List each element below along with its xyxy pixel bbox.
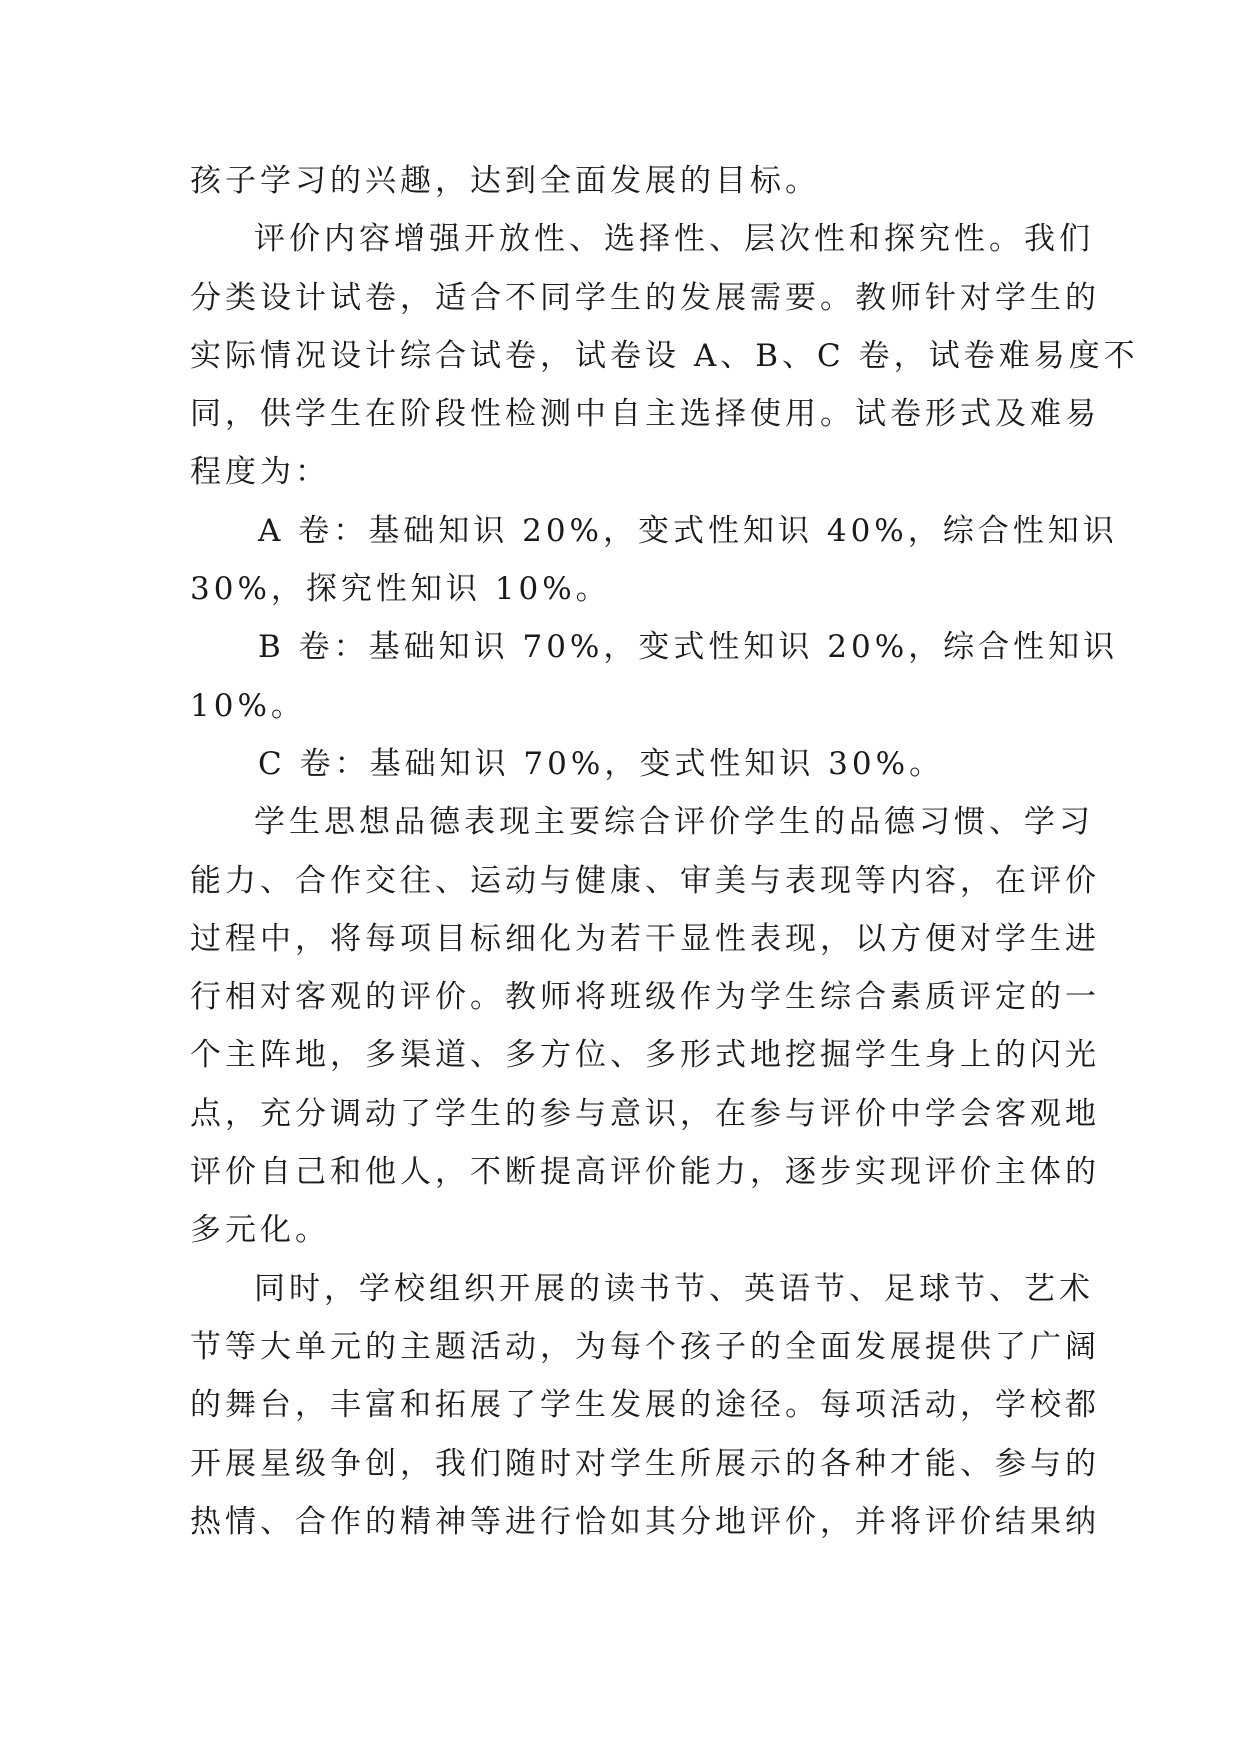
text-line: 的舞台，丰富和拓展了学生发展的途径。每项活动，学校都 xyxy=(190,1387,1100,1424)
text-line: 热情、合作的精神等进行恰如其分地评价，并将评价结果纳 xyxy=(190,1503,1100,1540)
text-line: C 卷：基础知识 70%，变式性知识 30%。 xyxy=(258,745,945,782)
text-line: 开展星级争创，我们随时对学生所展示的各种才能、参与的 xyxy=(190,1445,1100,1482)
text-line: 评价内容增强开放性、选择性、层次性和探究性。我们 xyxy=(254,221,1094,258)
text-line: 评价自己和他人，不断提高评价能力，逐步实现评价主体的 xyxy=(190,1154,1100,1191)
text-line: 学生思想品德表现主要综合评价学生的品德习惯、学习 xyxy=(254,804,1094,841)
text-line: 10%。 xyxy=(190,687,306,724)
text-line: 程度为： xyxy=(190,454,330,491)
text-line: 多元化。 xyxy=(190,1212,330,1249)
text-line: B 卷：基础知识 70%，变式性知识 20%，综合性知识 xyxy=(258,629,1119,666)
text-line: A 卷：基础知识 20%，变式性知识 40%，综合性知识 xyxy=(258,512,1118,549)
text-line: 能力、合作交往、运动与健康、审美与表现等内容，在评价 xyxy=(190,862,1100,899)
text-line: 行相对客观的评价。教师将班级作为学生综合素质评定的一 xyxy=(190,979,1100,1016)
text-line: 30%，探究性知识 10%。 xyxy=(190,571,611,608)
text-line: 个主阵地，多渠道、多方位、多形式地挖掘学生身上的闪光 xyxy=(190,1037,1100,1074)
text-line: 同时，学校组织开展的读书节、英语节、足球节、艺术 xyxy=(254,1270,1094,1307)
document-body xyxy=(190,152,1139,1551)
text-line: 实际情况设计综合试卷，试卷设 A、B、C 卷，试卷难易度不 xyxy=(190,337,1139,374)
text-line: 同，供学生在阶段性检测中自主选择使用。试卷形式及难易 xyxy=(190,396,1100,433)
text-line: 节等大单元的主题活动，为每个孩子的全面发展提供了广阔 xyxy=(190,1328,1100,1365)
text-line: 过程中，将每项目标细化为若干显性表现，以方便对学生进 xyxy=(190,920,1100,957)
text-line: 孩子学习的兴趣，达到全面发展的目标。 xyxy=(190,163,820,199)
text-line: 点，充分调动了学生的参与意识，在参与评价中学会客观地 xyxy=(190,1095,1100,1132)
text-line: 分类设计试卷，适合不同学生的发展需要。教师针对学生的 xyxy=(190,279,1100,316)
